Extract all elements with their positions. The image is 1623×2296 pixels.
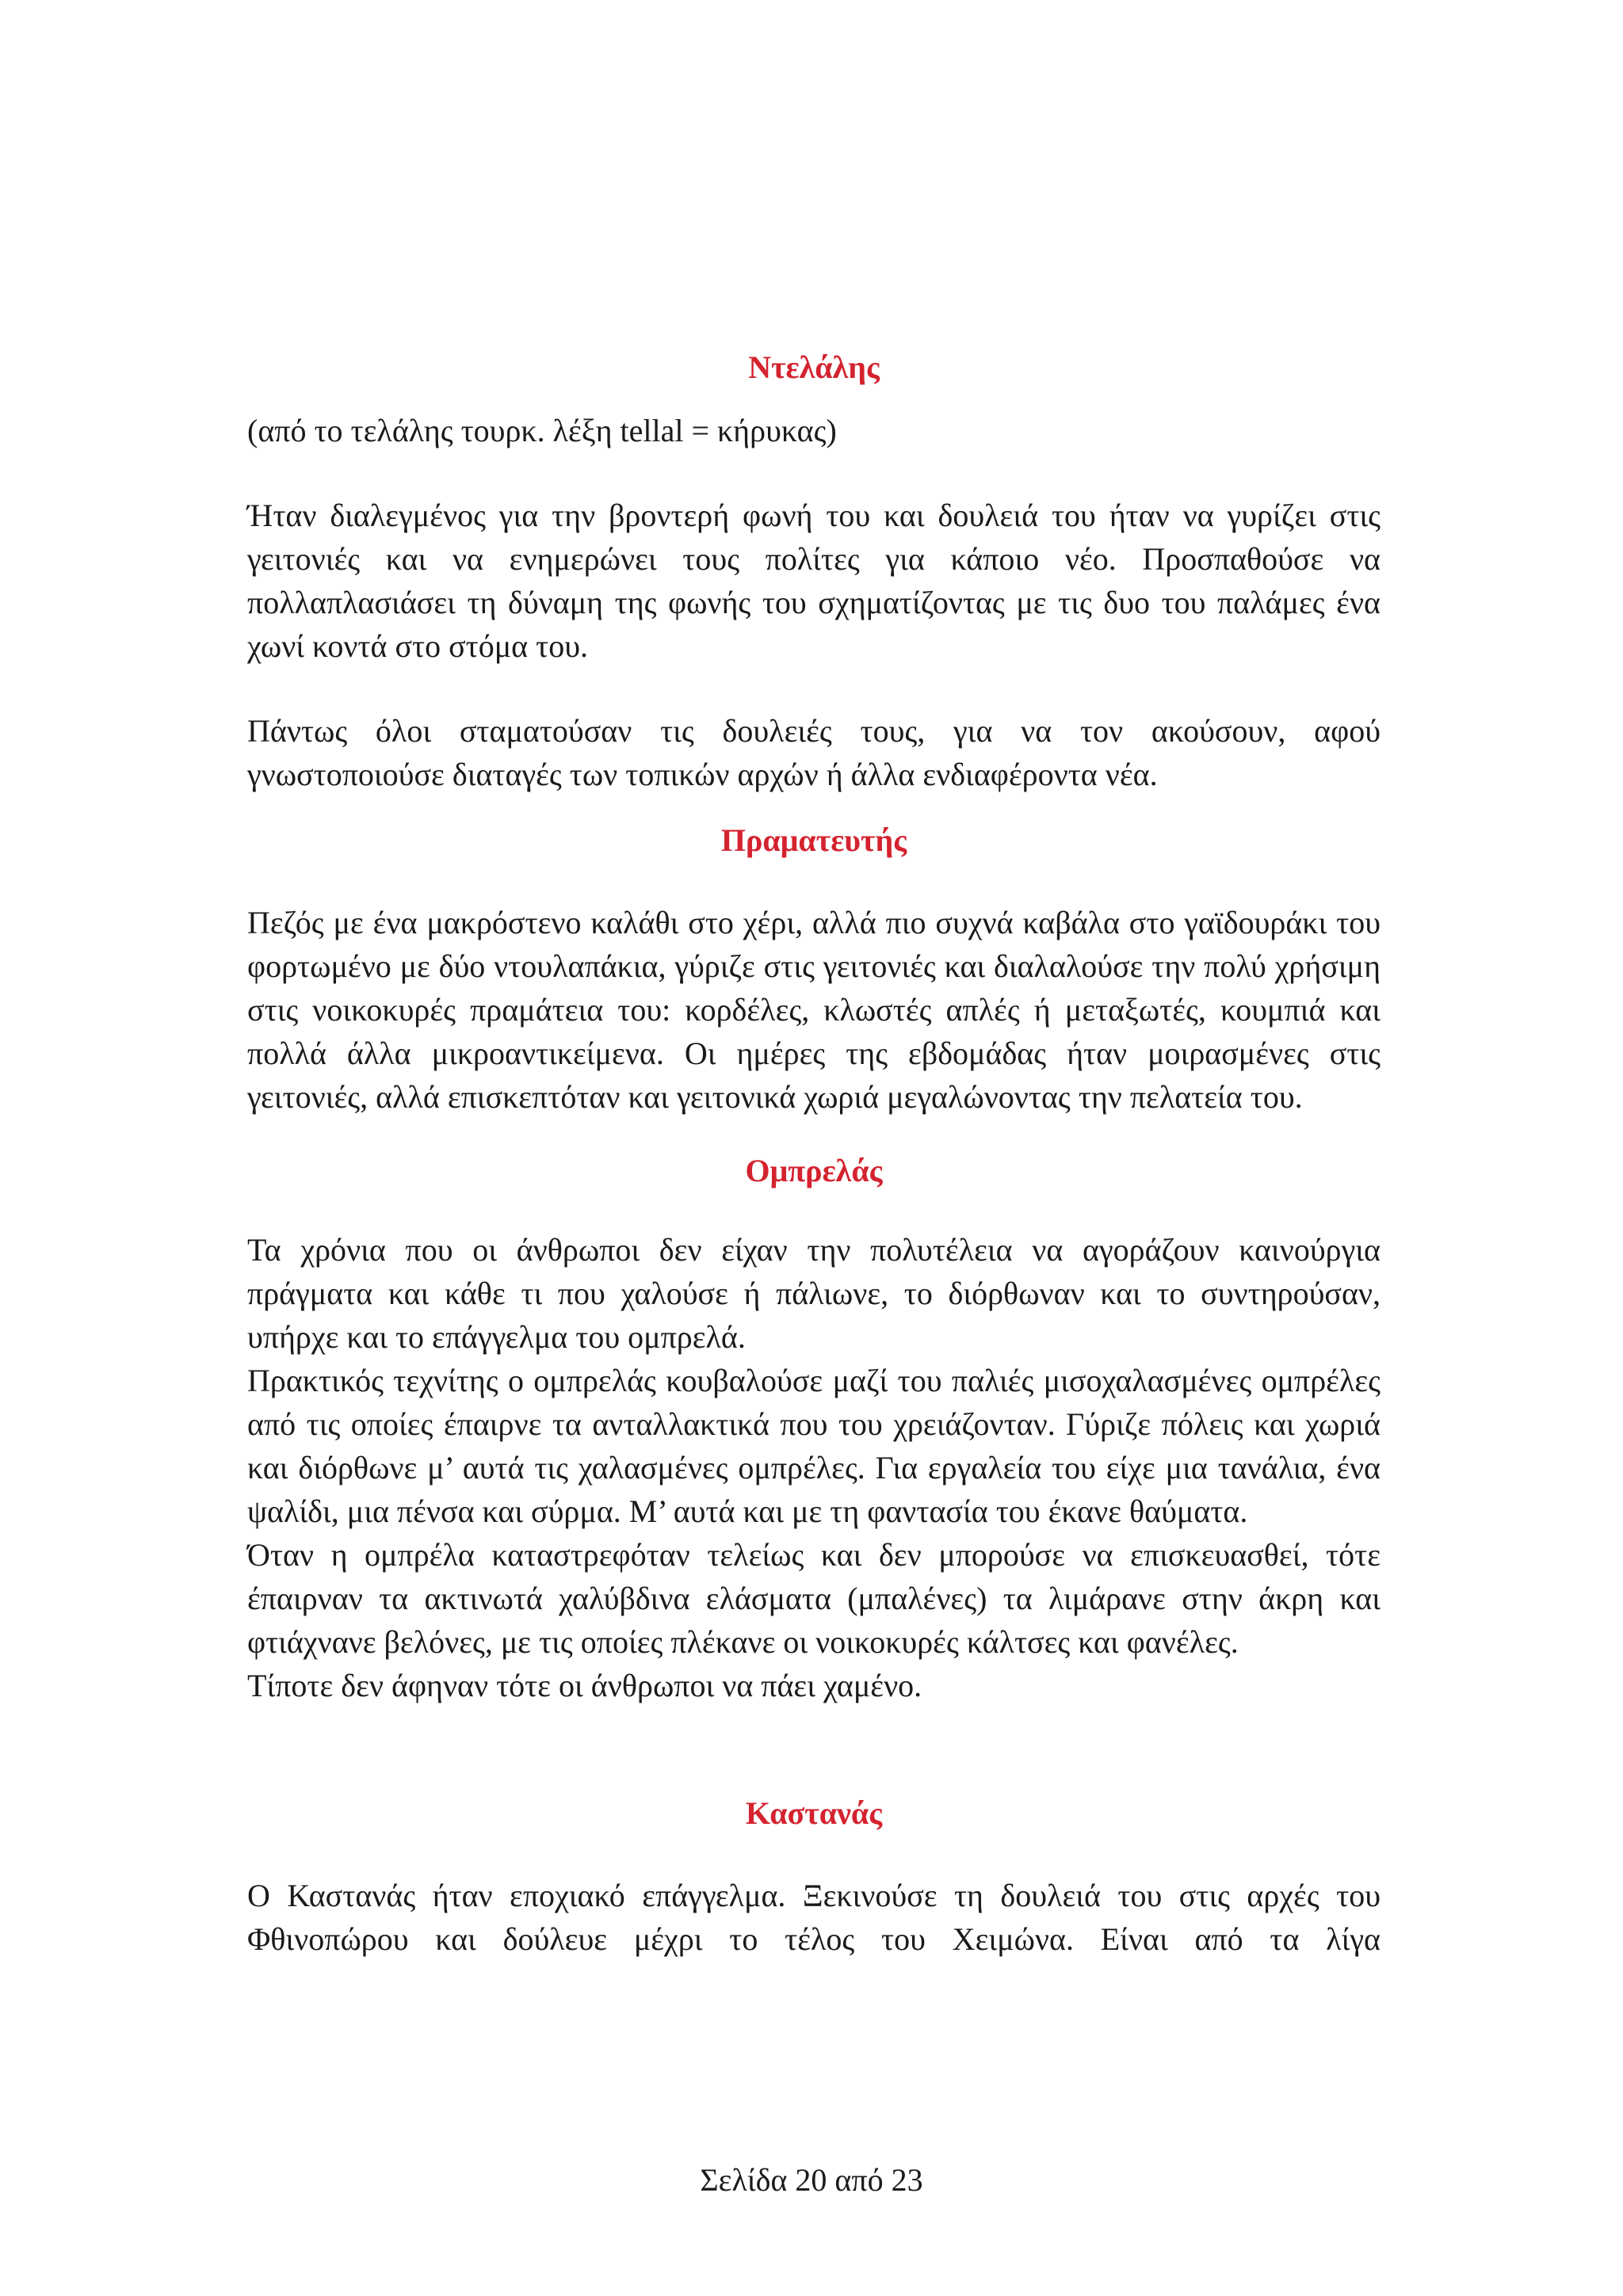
paragraph-ntelalis-1: Ήταν διαλεγμένος για την βροντερή φωνή του και δουλειά του ήταν να γυρίζει στις γειτονιές και να ενημερώνει τους πολίτες για κάποιο νέο. Προσπαθούσε να πολλαπλασιάσει τη δύναμη της φωνής του σχηματίζοντας με τις δυο του παλάμες ένα χωνί κοντά στο στόμα του. — [247, 498, 1381, 664]
paragraph-omprelas-3: Όταν η ομπρέλα καταστρεφόταν τελείως και δεν μπορούσε να επισκευασθεί, τότε έπαιρναν τα ακτινωτά χαλύβδινα ελάσματα (μπαλένες) τα λιμάρανε στην άκρη και φτιάχνανε βελόνες, με τις οποίες πλέκανε οι νοικοκυρές κάλτσες και φανέλες. — [247, 1537, 1381, 1660]
paragraph-omprelas-4: Τίποτε δεν άφηναν τότε οι άνθρωποι να πάει χαμένο. — [247, 1668, 922, 1703]
section-title-pramateftis: Πραματευτής — [720, 822, 907, 858]
paragraph-omprelas-1: Τα χρόνια που οι άνθρωποι δεν είχαν την πολυτέλεια να αγοράζουν καινούργια πράγματα και κάθε τι που χαλούσε ή πάλιωνε, το διόρθωναν και το συντηρούσαν, υπήρχε και το επάγγελμα του ομπρελά. — [247, 1232, 1381, 1355]
paragraph-omprelas-2: Πρακτικός τεχνίτης ο ομπρελάς κουβαλούσε μαζί του παλιές μισοχαλασμένες ομπρέλες από τις οποίες έπαιρνε τα ανταλλακτικά που του χρειάζονταν. Γύριζε πόλεις και χωριά και διόρθωνε μ’ αυτά τις χαλασμένες ομπρέλες. Για εργαλεία του είχε μια τανάλια, ένα ψαλίδι, μια πένσα και σύρμα. Μ’ αυτά και με τη φαντασία του έκανε θαύματα. — [247, 1363, 1381, 1529]
page-content — [247, 349, 1381, 1961]
section-title-kastanas: Καστανάς — [745, 1795, 883, 1831]
paragraph-kastanas-1: Ο Καστανάς ήταν εποχιακό επάγγελμα. Ξεκινούσε τη δουλειά του στις αρχές του Φθινοπώρου και δούλευε μέχρι το τέλος του Χειμώνα. Είναι από τα λίγα — [247, 1878, 1381, 1957]
page-footer: Σελίδα 20 από 23 — [700, 2162, 923, 2198]
paragraph-ntelalis-2: Πάντως όλοι σταματούσαν τις δουλειές τους, για να τον ακούσουν, αφού γνωστοποιούσε διαταγές των τοπικών αρχών ή άλλα ενδιαφέροντα νέα. — [247, 713, 1381, 792]
section-title-omprelas: Ομπρελάς — [745, 1153, 883, 1188]
section-title-ntelalis: Ντελάλης — [748, 349, 880, 385]
section-subtitle-ntelalis: (από το τελάλης τουρκ. λέξη tellal = κήρυκας) — [247, 413, 837, 448]
paragraph-pramateftis-1: Πεζός με ένα μακρόστενο καλάθι στο χέρι, αλλά πιο συχνά καβάλα στο γαϊδουράκι του φορτωμένο με δύο ντουλαπάκια, γύριζε στις γειτονιές και διαλαλούσε την πολύ χρήσιμη στις νοικοκυρές πραμάτεια του: κορδέλες, κλωστές απλές ή μεταξωτές, κουμπιά και πολλά άλλα μικροαντικείμενα. Οι ημέρες της εβδομάδας ήταν μοιρασμένες στις γειτονιές, αλλά επισκεπτόταν και γειτονικά χωριά μεγαλώνοντας την πελατεία του. — [247, 905, 1381, 1115]
